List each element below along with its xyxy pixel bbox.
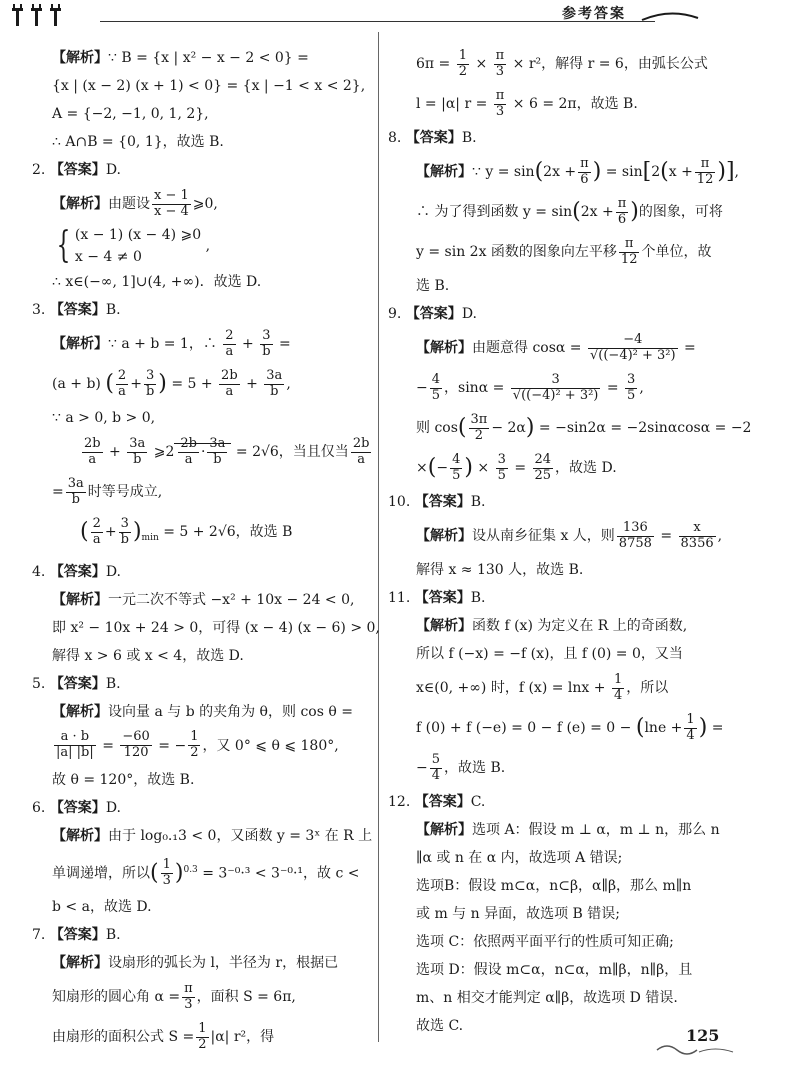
question-5-answer: 5. 【答案】B. xyxy=(32,675,121,692)
question-12-line-2: ∥α 或 n 在 α 内，故选项 A 错误; xyxy=(416,850,623,866)
question-6-line-2: 单调递增，所以( $\frac{1}{3}$ )$^{0.3}$ = 3⁻⁰·³ < 3⁻⁰·¹，故 c < xyxy=(52,857,360,888)
question-6-answer: 6. 【答案】D. xyxy=(32,799,121,816)
question-7-line-2: 知扇形的圆心角 α = $\frac{\pi}{3}$ ，面积 S = 6π, xyxy=(52,981,296,1012)
question-5-line-3: 故 θ = 120°，故选 B. xyxy=(52,771,195,788)
question-8-line-4: 选 B. xyxy=(416,278,450,294)
fork-tree-logo-icon xyxy=(12,4,92,26)
question-3-line-5: = $\frac{3a}{b}$ 时等号成立, xyxy=(52,475,163,507)
question-3-line-6: ( $\frac{2}{a}$ + $\frac{3}{b}$ )$_{min} = 5 + 2√6$，故选 B xyxy=(80,515,293,547)
question-12-line-1: 【解析】选项 A：假设 m ⊥ α，m ⊥ n，那么 n xyxy=(416,822,720,838)
right-column xyxy=(388,44,788,1040)
question-2-line-3: ∴ x∈(−∞, 1]∪(4, +∞)．故选 D. xyxy=(52,274,262,290)
question-10-line-2: 解得 x ≈ 130 人，故选 B. xyxy=(416,562,584,578)
question-8-answer: 8. 【答案】B. xyxy=(388,130,477,146)
question-8-line-2: ∴ 为了得到函数 y = sin(2x + $\frac{\pi}{6}$ )的图象，可将 xyxy=(416,195,723,227)
question-9-line-2: − $\frac{4}{5}$ ，sinα = $\frac{3}{\text{√((−4)² + 3²)}}$ = $\frac{3}{5}$ , xyxy=(416,371,644,403)
answer-1-line-4: ∴ A∩B = {0, 1}，故选 B. xyxy=(52,134,224,150)
question-2-line-1: 【解析】由题设 $\frac{x - 1}{x - 4}$ ⩾0, xyxy=(52,187,218,219)
question-2-system: { (x − 1) (x − 4) ⩾0 x − 4 ≠ 0 , xyxy=(56,225,211,266)
question-12-line-6: 选项 D：假设 m⊂α，n⊂α，m∥β，n∥β，且 xyxy=(416,962,693,978)
column-divider xyxy=(378,32,379,1042)
question-7-answer: 7. 【答案】B. xyxy=(32,927,121,944)
question-11-answer: 11. 【答案】B. xyxy=(388,590,486,606)
question-4-line-2: 即 x² − 10x + 24 > 0，可得 (x − 4) (x − 6) > 0, xyxy=(52,619,380,636)
question-8-line-1: 【解析】∵ y = sin(2x + $\frac{\pi}{6}$ ) = sin[2(x + $\frac{\pi}{12}$ )], xyxy=(416,155,739,187)
question-7-line-5: l = |α| r = $\frac{\pi}{3}$ × 6 = 2π，故选 B. xyxy=(416,87,638,119)
question-12-answer: 12. 【答案】C. xyxy=(388,794,486,810)
question-4-line-1: 【解析】一元二次不等式 −x² + 10x − 24 < 0, xyxy=(52,591,355,608)
question-7-line-3: 由扇形的面积公式 S = $\frac{1}{2}$ |α| r²，得 xyxy=(52,1021,275,1052)
question-12-line-8: 故选 C. xyxy=(416,1018,464,1034)
question-3-answer: 3. 【答案】B. xyxy=(32,302,121,318)
question-12-line-5: 选项 C：依照两平面平行的性质可知正确; xyxy=(416,934,674,950)
question-6-line-1: 【解析】由于 log₀.₁3 < 0，又函数 y = 3ˣ 在 R 上 xyxy=(52,827,373,844)
question-9-line-1: 【解析】由题意得 cosα = $\frac{-4}{\text{√((−4)² + 3²)}}$ = xyxy=(416,331,696,363)
question-8-line-3: y = sin 2x 函数的图象向左平移 $\frac{\pi}{12}$ 个单位，故 xyxy=(416,235,712,267)
page-header xyxy=(0,0,800,32)
question-5-line-1: 【解析】设向量 a 与 b 的夹角为 θ，则 cos θ = xyxy=(52,703,353,720)
question-5-line-2: $\frac{a \cdot b}{|a| |b|}$ = $\frac{-60}{120}$ = − $\frac{1}{2}$ ，又 0° ⩽ θ ⩽ 180°, xyxy=(56,729,339,761)
question-11-line-3: x∈(0, +∞) 时，f (x) = lnx + $\frac{1}{4}$ ，所以 xyxy=(416,671,669,703)
question-10-line-1: 【解析】设从南乡征集 x 人，则 $\frac{136}{8758}$ = $\frac{x}{8356}$ , xyxy=(416,519,723,551)
question-12-line-7: m、n 相交才能判定 α∥β，故选项 D 错误. xyxy=(416,990,678,1006)
question-3-line-2: (a + b) ( $\frac{2}{a}$ + $\frac{3}{b}$ ) = 5 + $\frac{2b}{a}$ + $\frac{3a}{b}$ , xyxy=(52,367,291,399)
question-3-line-3: ∵ a > 0, b > 0, xyxy=(52,410,156,426)
question-7-line-4: 6π = $\frac{1}{2}$ × $\frac{\pi}{3}$ × r²，解得 r = 6，由弧长公式 xyxy=(416,47,708,79)
header-title: 参考答案 xyxy=(562,6,626,22)
question-9-line-4: ×(− $\frac{4}{5}$ ) × $\frac{3}{5}$ = $\frac{24}{25}$ ，故选 D. xyxy=(416,451,617,483)
question-9-line-3: 则 cos( $\frac{3\pi}{2}$ − 2α) = −sin2α = −2sinαcosα = −2 xyxy=(416,411,752,443)
answer-1-line-1: 【解析】∵ B = {x | x² − x − 2 < 0} = xyxy=(52,50,309,66)
question-2-answer: 2. 【答案】D. xyxy=(32,162,121,178)
left-column xyxy=(32,44,380,1057)
question-9-answer: 9. 【答案】D. xyxy=(388,306,477,322)
question-12-line-3: 选项B：假设 m⊂α，n⊂β，α∥β，那么 m∥n xyxy=(416,878,692,894)
question-7-line-1: 【解析】设扇形的弧长为 l，半径为 r，根据已 xyxy=(52,955,339,972)
question-11-line-5: − $\frac{5}{4}$ ，故选 B. xyxy=(416,751,506,783)
question-10-answer: 10. 【答案】B. xyxy=(388,494,486,510)
question-11-line-1: 【解析】函数 f (x) 为定义在 R 上的奇函数, xyxy=(416,618,688,634)
header-swoosh-icon xyxy=(640,6,700,24)
question-12-line-4: 或 m 与 n 异面，故选项 B 错误; xyxy=(416,906,620,922)
question-4-line-3: 解得 x > 6 或 x < 4，故选 D. xyxy=(52,647,244,664)
question-3-line-4: $\frac{2b}{a}$ + $\frac{3a}{b}$ ⩾2 $\frac{2b}{a}$ · $\frac{3a}{b}$ = 2√6，当且仅当 $\frac{2b}{a}$ xyxy=(84,435,370,467)
question-4-answer: 4. 【答案】D. xyxy=(32,563,121,580)
page-number: 125 xyxy=(686,1026,720,1045)
footer-swirl-icon xyxy=(655,1040,735,1060)
question-11-line-2: 所以 f (−x) = −f (x)，且 f (0) = 0，又当 xyxy=(416,646,683,662)
question-11-line-4: f (0) + f (−e) = 0 − f (e) = 0 − (lne + $\frac{1}{4}$ ) = xyxy=(416,711,724,743)
question-3-line-1: 【解析】∵ a + b = 1，∴ $\frac{2}{a}$ + $\frac{3}{b}$ = xyxy=(52,327,291,359)
answer-1-line-3: A = {−2, −1, 0, 1, 2}, xyxy=(52,106,209,122)
question-6-line-3: b < a，故选 D. xyxy=(52,899,152,916)
answer-1-line-2: {x | (x − 2) (x + 1) < 0} = {x | −1 < x < 2}, xyxy=(52,78,366,94)
